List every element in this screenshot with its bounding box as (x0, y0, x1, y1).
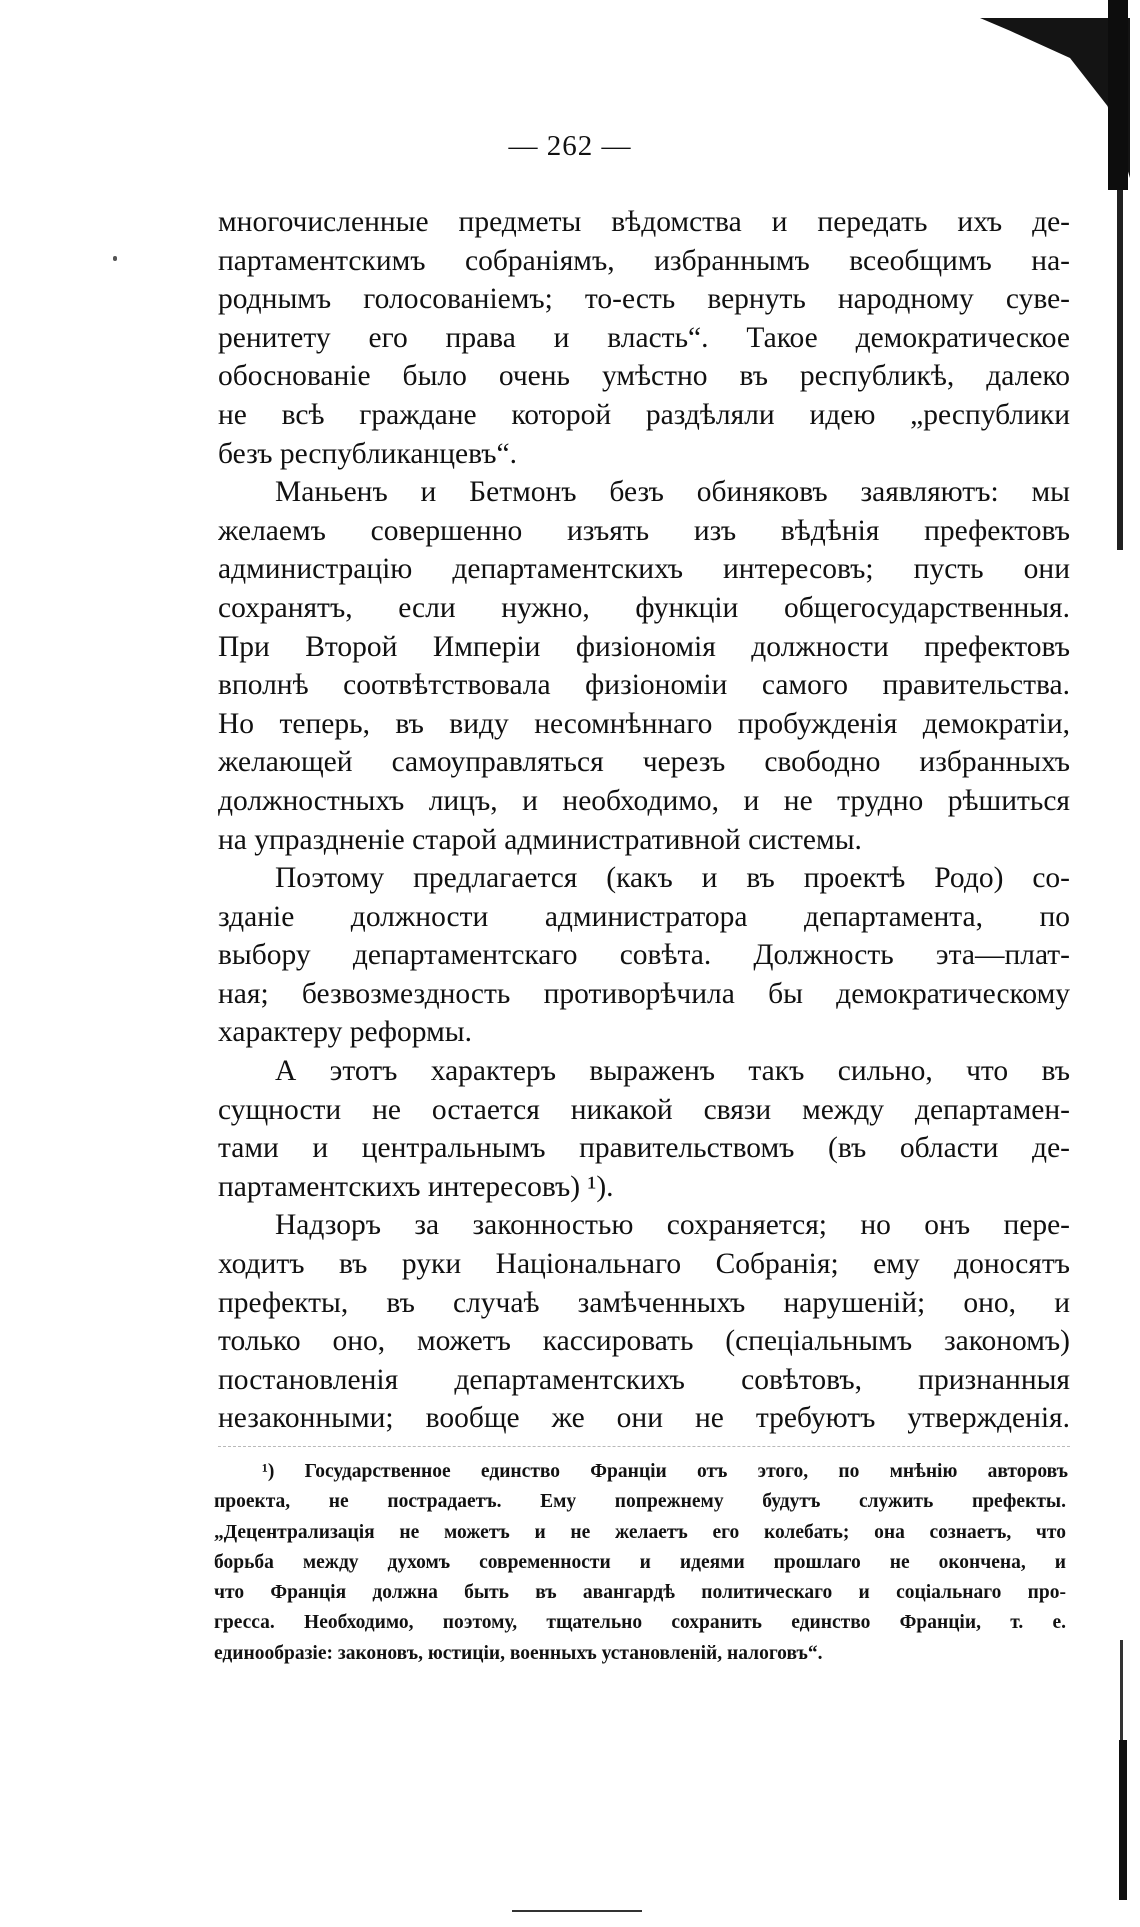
footnote-line: борьба между духомъ современности и идеями прошлаго не окончена, и (214, 1551, 1066, 1573)
paragraph (218, 859, 1070, 1052)
main-text (218, 203, 1070, 1438)
text-line: желаемъ совершенно изъять изъ вѣдѣнія префектовъ (218, 514, 1070, 547)
text-line: незаконными; вообще же они не требуютъ утвержденія. (218, 1402, 1070, 1435)
footnote-line: проекта, не пострадаетъ. Ему попрежнему будутъ служить префекты. (214, 1491, 1066, 1513)
text-line: только оно, можетъ кассировать (спеціальнымъ закономъ) (218, 1325, 1070, 1358)
text-line: многочисленные предметы вѣдомства и передать ихъ де- (218, 206, 1070, 238)
text-line: желающей самоуправляться черезъ свободно избранныхъ (218, 746, 1070, 779)
text-line: безъ республиканцевъ“. (218, 437, 518, 470)
scan-edge-right-lower (1119, 1740, 1127, 1900)
text-line: не всѣ граждане которой раздѣляли идею „республики (218, 398, 1070, 431)
text-line: ная; безвозмездность противорѣчила бы демократическому (218, 977, 1070, 1010)
scan-edge-right-upper (1117, 190, 1123, 550)
paragraph (218, 473, 1070, 859)
text-line: обоснованіе было очень умѣстно въ республикѣ, далеко (218, 360, 1070, 393)
text-line: ходитъ въ руки Національнаго Собранія; ему доносятъ (218, 1248, 1070, 1281)
paragraph (218, 1052, 1070, 1206)
footnote-line: гресса. Необходимо, поэтому, тщательно сохранить единство Франціи, т. е. (214, 1612, 1066, 1634)
bottom-mark (512, 1910, 642, 1912)
text-line: характеру реформы. (218, 1016, 472, 1049)
footnote-line: что Франція должна быть въ авангардѣ политическаго и соціальнаго про- (214, 1582, 1066, 1604)
text-line: ренитету его права и власть“. Такое демократическое (218, 321, 1070, 354)
footnote-line: ¹) Государственное единство Франціи отъ этого, по мнѣнію авторовъ (262, 1461, 1068, 1482)
footnote-divider (218, 1446, 1070, 1447)
text-line: роднымъ голосованіемъ; то-есть вернуть народному суве- (218, 283, 1070, 316)
text-line: При Второй Имперіи физіономія должности префектовъ (218, 630, 1070, 663)
text-line: Маньенъ и Бетмонъ безъ обиняковъ заявляютъ: мы (275, 476, 1070, 509)
text-line: постановленія департаментскихъ совѣтовъ, признанныя (218, 1363, 1070, 1396)
text-line: тами и центральнымъ правительствомъ (въ области де- (218, 1132, 1070, 1165)
scan-edge-right-mark (1120, 1640, 1123, 1740)
page-number: — 262 — (508, 130, 632, 162)
text-line: зданіе должности администратора департамента, по (218, 900, 1070, 933)
text-line: выбору департаментскаго совѣта. Должность эта—плат- (218, 939, 1070, 972)
paragraph (218, 1206, 1070, 1438)
text-line: А этотъ характеръ выраженъ такъ сильно, что въ (275, 1055, 1070, 1088)
scan-speck (113, 256, 117, 261)
text-line: вполнѣ соотвѣтствовала физіономіи самого правительства. (218, 669, 1070, 702)
footnote (214, 1457, 1068, 1669)
text-line: Надзоръ за законностью сохраняется; но онъ пере- (275, 1209, 1070, 1242)
footnote-line: „Децентрализація не можетъ и не желаетъ его колебать; она сознаетъ, что (214, 1521, 1066, 1543)
text-line: Но теперь, въ виду несомнѣннаго пробужденія демократіи, (218, 707, 1070, 740)
text-line: на упраздненіе старой административной системы. (218, 823, 862, 856)
text-line: должностныхъ лицъ, и необходимо, и не трудно рѣшиться (218, 784, 1070, 817)
paragraph (218, 203, 1070, 473)
text-line: партаментскихъ интересовъ) ¹). (218, 1170, 614, 1203)
text-line: администрацію департаментскихъ интересовъ; пусть они (218, 553, 1070, 586)
text-line: партаментскимъ собраніямъ, избраннымъ всеобщимъ на- (218, 244, 1070, 277)
footnote-line: единообразіе: законовъ, юстиціи, военныхъ установленій, налоговъ“. (214, 1642, 823, 1664)
text-line: сохранятъ, если нужно, функціи общегосударственныя. (218, 591, 1070, 624)
text-line: Поэтому предлагается (какъ и въ проектѣ Родо) со- (275, 862, 1070, 895)
text-line: префекты, въ случаѣ замѣченныхъ нарушеній; оно, и (218, 1286, 1070, 1319)
text-line: сущности не остается никакой связи между департамен- (218, 1093, 1070, 1126)
